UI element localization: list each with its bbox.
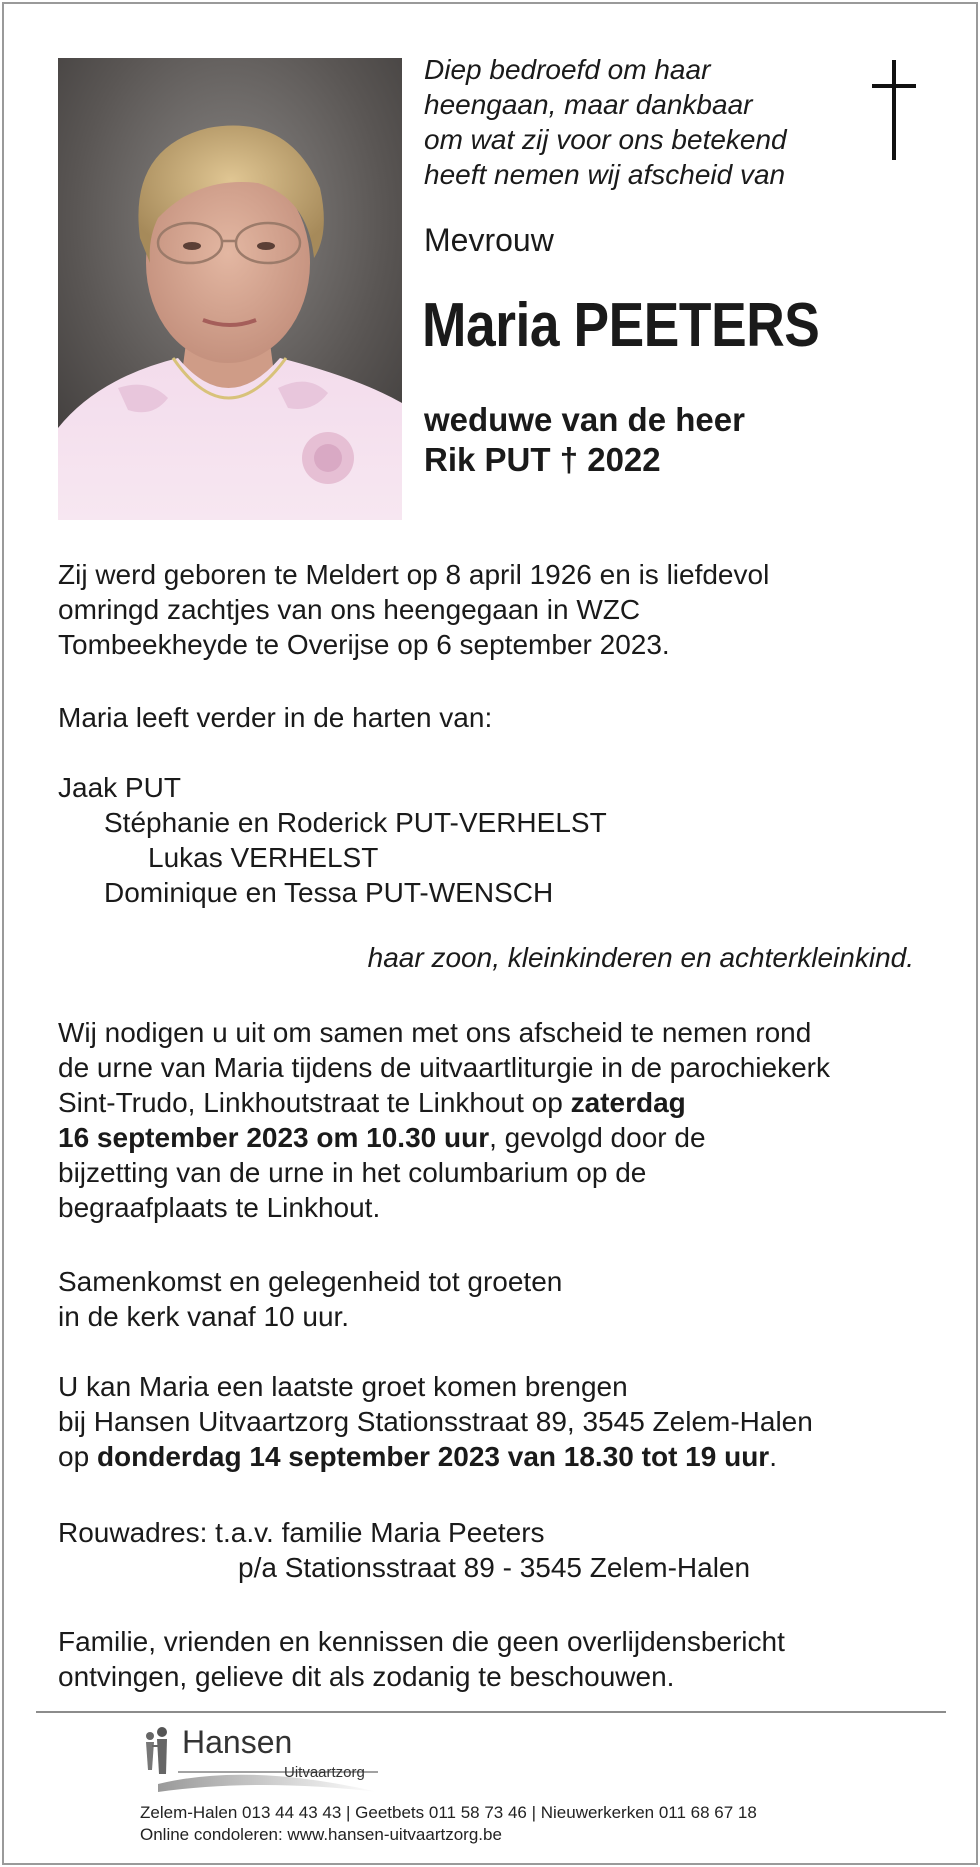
paragraph-line [58,1120,938,1155]
remembered-by [58,700,938,735]
mourning-address [58,1515,938,1585]
service-day: zaterdag [570,1087,686,1118]
family-member: Dominique en Tessa PUT-WENSCH [104,877,554,908]
paragraph-text: . [769,1441,777,1472]
paragraph-line: omringd zachtjes van ons heengegaan in WZC [58,594,641,625]
hansen-logo [138,1722,388,1802]
footer-divider [36,1711,946,1713]
paragraph-line [58,1085,938,1120]
paragraph-text: , gevolgd door de [489,1122,706,1153]
birth-paragraph [58,557,938,662]
intro-line: heengaan, maar dankbaar [424,89,753,120]
spouse-line: weduwe van de heer [424,401,745,438]
intro-line: Diep bedroefd om haar [424,54,711,85]
footer-contact [140,1802,757,1846]
closing-paragraph [58,1624,938,1694]
portrait-photo [58,58,402,520]
address-line: p/a Stationsstraat 89 - 3545 Zelem-Halen [238,1552,751,1583]
invitation-paragraph [58,1015,938,1225]
service-date: 16 september 2023 om 10.30 uur [58,1122,490,1153]
cross-icon [864,60,924,160]
family-member: Stéphanie en Roderick PUT-VERHELST [104,807,607,838]
logo-title: Hansen [182,1724,293,1760]
paragraph-line: Tombeekheyde te Overijse op 6 september 2023. [58,629,670,660]
family-member: Jaak PUT [58,772,181,803]
intro-line: om wat zij voor ons betekend [424,124,787,155]
spouse-info [424,400,745,480]
family-member: Lukas VERHELST [148,842,379,873]
family-list [58,770,938,910]
visitation-date: donderdag 14 september 2023 van 18.30 tot 19 uur [96,1441,770,1472]
spouse-line: Rik PUT † 2022 [424,441,661,478]
paragraph-line [58,1439,938,1474]
paragraph-line: bij Hansen Uitvaartzorg Stationsstraat 89, 3545 Zelem-Halen [58,1406,813,1437]
deceased-name: Maria PEETERS [422,291,820,360]
paragraph-line: U kan Maria een laatste groet komen brengen [58,1371,628,1402]
paragraph-line: Samenkomst en gelegenheid tot groeten [58,1266,563,1297]
footer-phones: Zelem-Halen 013 44 43 43 | Geetbets 011 58 73 46 | Nieuwerkerken 011 68 67 18 [140,1803,757,1822]
intro-line: heeft nemen wij afscheid van [424,159,786,190]
paragraph-text: op [58,1441,97,1472]
paragraph-line: Zij werd geboren te Meldert op 8 april 1926 en is liefdevol [58,559,770,590]
gathering-paragraph [58,1264,938,1334]
paragraph-line: begraafplaats te Linkhout. [58,1192,381,1223]
family-relation: haar zoon, kleinkinderen en achterkleinkind. [367,942,914,973]
visitation-paragraph [58,1369,938,1474]
intro-text [424,52,864,192]
paragraph-line: ontvingen, gelieve dit als zodanig te beschouwen. [58,1661,675,1692]
logo-subtitle: Uitvaartzorg [284,1764,365,1781]
paragraph-line: de urne van Maria tijdens de uitvaartliturgie in de parochiekerk [58,1052,830,1083]
paragraph-line: bijzetting van de urne in het columbarium op de [58,1157,647,1188]
address-line: Rouwadres: t.a.v. familie Maria Peeters [58,1517,545,1548]
salutation: Mevrouw [424,222,554,258]
remembered-by-text: Maria leeft verder in de harten van: [58,702,493,733]
paragraph-line: Wij nodigen u uit om samen met ons afscheid te nemen rond [58,1017,812,1048]
footer-online: Online condoleren: www.hansen-uitvaartzorg.be [140,1825,502,1844]
paragraph-text: Sint-Trudo, Linkhoutstraat te Linkhout op [58,1087,571,1118]
paragraph-line: Familie, vrienden en kennissen die geen overlijdensbericht [58,1626,785,1657]
paragraph-line: in de kerk vanaf 10 uur. [58,1301,350,1332]
